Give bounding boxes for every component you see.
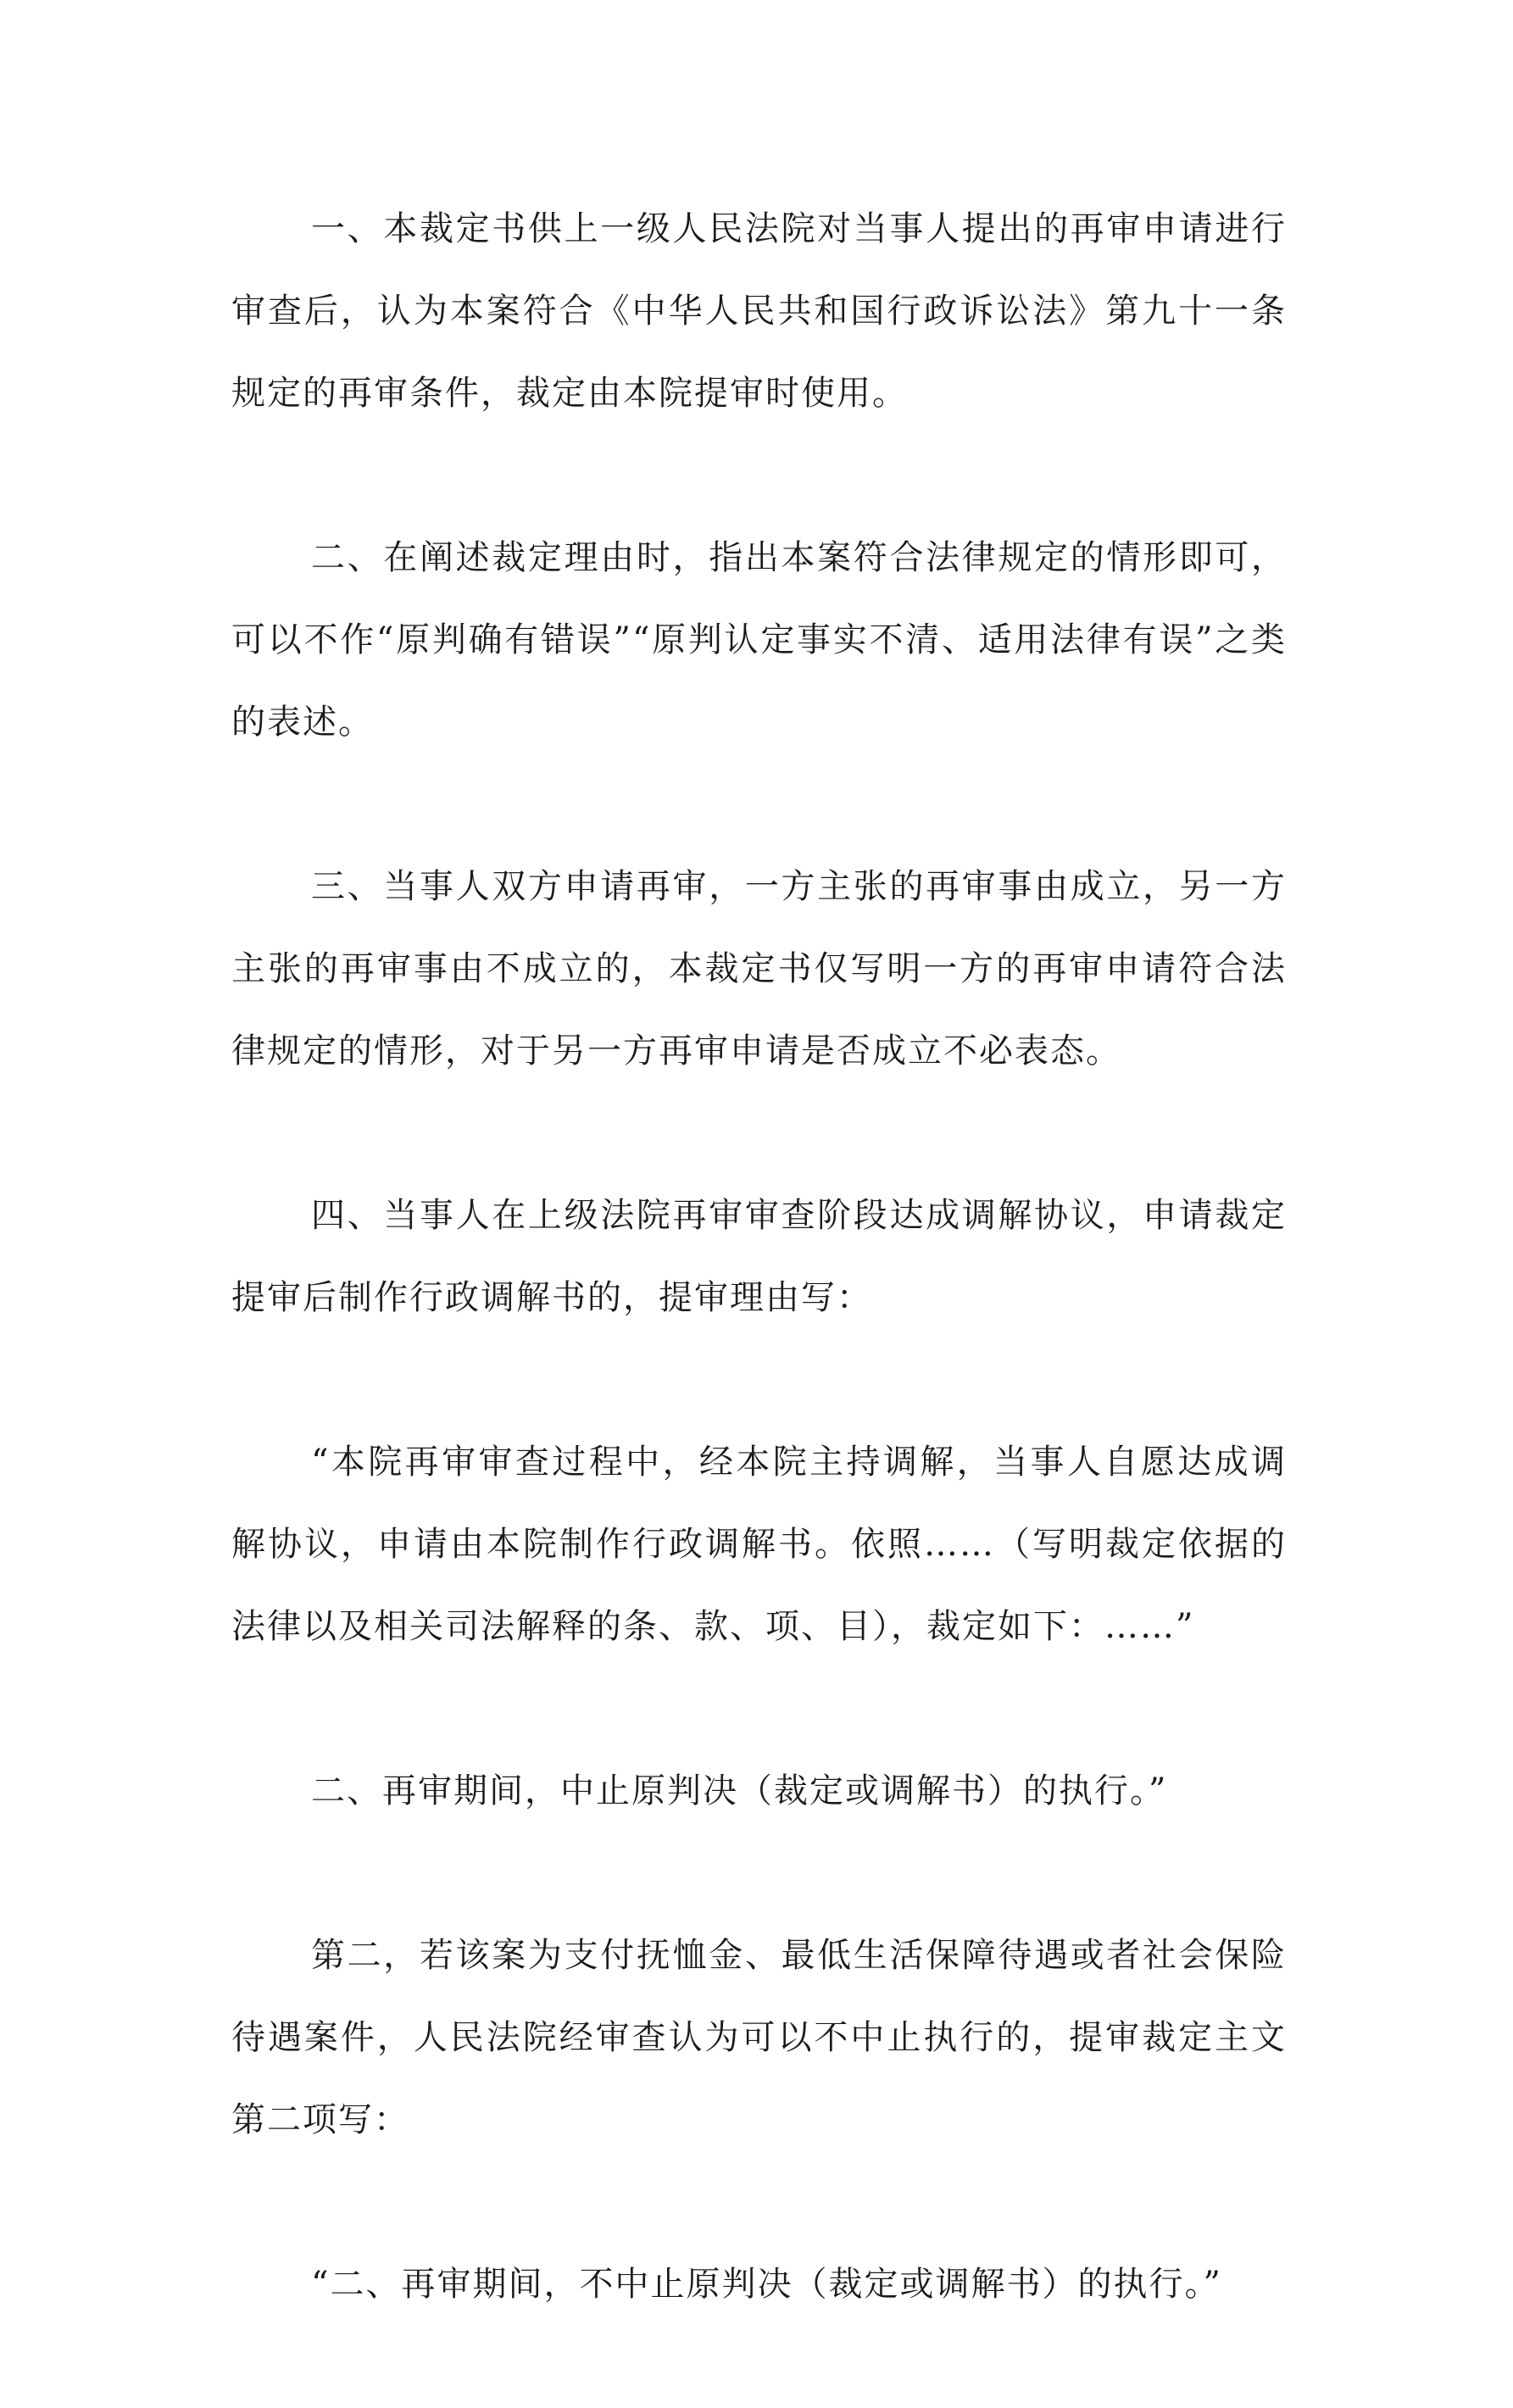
paragraph-1: 一、本裁定书供上一级人民法院对当事人提出的再审申请进行审查后，认为本案符合《中华人民共和国行政诉讼法》第九十一条规定的再审条件，裁定由本院提审时使用。 <box>231 209 1287 413</box>
paragraph-3: 三、当事人双方申请再审，一方主张的再审事由成立，另一方主张的再审事由不成立的，本裁定书仅写明一方的再审申请符合法律规定的情形，对于另一方再审申请是否成立不必表态。 <box>231 867 1287 1071</box>
document-body <box>231 188 1287 2408</box>
paragraph-8-quote: “二、再审期间，不中止原判决（裁定或调解书）的执行。” <box>311 2265 1222 2304</box>
paragraph-2: 二、在阐述裁定理由时，指出本案符合法律规定的情形即可，可以不作“原判确有错误”“原判认定事实不清、适用法律有误”之类的表述。 <box>231 538 1287 742</box>
paragraph-7: 第二，若该案为支付抚恤金、最低生活保障待遇或者社会保险待遇案件，人民法院经审查认为可以不中止执行的，提审裁定主文第二项写： <box>231 1936 1287 2139</box>
paragraph-5-quote: “本院再审审查过程中，经本院主持调解，当事人自愿达成调解协议，申请由本院制作行政调解书。依照……（写明裁定依据的法律以及相关司法解释的条、款、项、目），裁定如下：……” <box>231 1443 1287 1646</box>
paragraph-4: 四、当事人在上级法院再审审查阶段达成调解协议，申请裁定提审后制作行政调解书的，提审理由写： <box>231 1196 1287 1317</box>
paragraph-6: 二、再审期间，中止原判决（裁定或调解书）的执行。” <box>311 1771 1168 1810</box>
